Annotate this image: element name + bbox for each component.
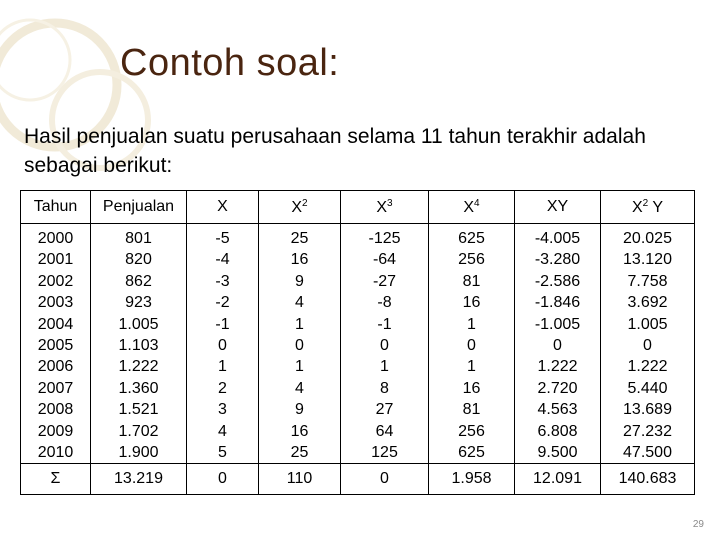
table-cell: 1.222 [627,358,668,376]
sum-x3: 0 [341,464,429,495]
table-cell: 1.360 [118,379,159,397]
table-cell: 2004 [37,315,74,333]
table-cell: -4 [215,251,230,269]
table-cell: 16 [462,379,481,397]
table-cell: 0 [553,336,562,354]
sum-x4: 1.958 [429,464,515,495]
table-cell: 1.222 [537,358,578,376]
table-cell: 9 [295,272,304,290]
column-x2y [601,224,695,464]
table-cell: 27 [375,401,394,419]
table-cell: 2001 [37,251,74,269]
data-table [20,190,695,495]
table-cell: 7.758 [627,272,668,290]
table-cell: 16 [462,294,481,312]
table-cell: 1 [295,315,304,333]
table-cell: 27.232 [623,422,672,440]
table-cell: 2003 [37,294,74,312]
header-row [21,191,695,224]
table-cell: -64 [372,251,397,269]
header-x2y: $X^2$ Y [601,191,695,224]
table-cell: 1 [467,315,476,333]
table-cell: 2000 [37,230,74,247]
table-cell: 0 [643,336,652,354]
table-cell: 25 [290,230,309,247]
table-cell: 2.720 [537,379,578,397]
table-cell: 1.222 [118,358,159,376]
table-cell: 4 [218,422,227,440]
table-cell: 1.702 [118,422,159,440]
table-cell: -1 [377,315,392,333]
table-cell: 2005 [37,336,74,354]
header-x: X [187,191,259,224]
header-xy: XY [515,191,601,224]
column-x4 [429,224,515,464]
table-cell: 9.500 [537,443,578,461]
table-cell: 625 [458,230,485,247]
table-cell: 5.440 [627,379,668,397]
table-cell: 1 [380,358,389,376]
slide-title: Contoh soal: [120,42,340,84]
table-cell: 0 [218,336,227,354]
ring-thin [0,20,70,100]
table-cell: 6.808 [537,422,578,440]
table-cell: 4.563 [537,401,578,419]
table-cell: 256 [458,251,485,269]
table-cell: 625 [458,443,485,461]
table-cell: 2002 [37,272,74,290]
table-cell: -1.005 [534,315,581,333]
table-cell: 8 [380,379,389,397]
data-body-row [21,224,695,464]
table-cell: -1 [215,315,230,333]
table-cell: 2006 [37,358,74,376]
table-cell: 2008 [37,401,74,419]
column-xy [515,224,601,464]
column-penjualan [91,224,187,464]
sum-symbol: Σ [21,464,91,495]
table-cell: 0 [295,336,304,354]
table-cell: 4 [295,294,304,312]
column-tahun [21,224,91,464]
table-cell: 47.500 [623,443,672,461]
table-cell: 923 [125,294,152,312]
table-cell: 9 [295,401,304,419]
sum-x2y: 140.683 [601,464,695,495]
table-cell: 801 [125,230,152,247]
column-x2 [259,224,341,464]
table-cell: 1 [218,358,227,376]
table-cell: 2007 [37,379,74,397]
table-cell: 1 [295,358,304,376]
table-cell: 4 [295,379,304,397]
table-cell: 16 [290,422,309,440]
table-cell: 64 [375,422,394,440]
table-cell: 256 [458,422,485,440]
table-cell: 0 [380,336,389,354]
table-cell: 820 [125,251,152,269]
table-cell: 25 [290,443,309,461]
table-cell: -4.005 [534,230,581,247]
sum-xy: 12.091 [515,464,601,495]
header-x2: $X^2$ [259,191,341,224]
table-cell: 1.005 [627,315,668,333]
column-x3 [341,224,429,464]
table-cell: -5 [215,230,230,247]
table-cell: 13.120 [623,251,672,269]
sum-x2: 110 [259,464,341,495]
table-cell: -3 [215,272,230,290]
table-cell: 0 [467,336,476,354]
table-cell: -27 [372,272,397,290]
column-x [187,224,259,464]
table-cell: 1.521 [118,401,159,419]
table-cell: 13.689 [623,401,672,419]
table-cell: 81 [462,401,481,419]
table-cell: 125 [371,443,398,461]
sum-row [21,464,695,495]
table-cell: 2010 [37,443,74,461]
table-cell: -1.846 [534,294,581,312]
header-x3: $X^3$ [341,191,429,224]
table-cell: 20.025 [623,230,672,247]
header-x4: $X^4$ [429,191,515,224]
table-cell: -125 [368,230,401,247]
sum-x: 0 [187,464,259,495]
intro-text: Hasil penjualan suatu perusahaan selama 11 tahun terakhir adalah sebagai berikut: [24,125,646,177]
table-cell: -3.280 [534,251,581,269]
table-cell: 16 [290,251,309,269]
header-tahun: Tahun [21,191,91,224]
header-penjualan: Penjualan [91,191,187,224]
table-cell: 1.900 [118,443,159,461]
table-cell: 1.005 [118,315,159,333]
sum-penjualan: 13.219 [91,464,187,495]
table-cell: 3.692 [627,294,668,312]
table-cell: -8 [377,294,392,312]
table-cell: 2 [218,379,227,397]
page-number: 29 [692,519,704,530]
table-cell: 1 [467,358,476,376]
table-cell: 1.103 [118,336,159,354]
table-cell: 2009 [37,422,74,440]
table-cell: -2.586 [534,272,581,290]
table-cell: 5 [218,443,227,461]
table-cell: 3 [218,401,227,419]
table-cell: -2 [215,294,230,312]
table-cell: 81 [462,272,481,290]
table-cell: 862 [125,272,152,290]
